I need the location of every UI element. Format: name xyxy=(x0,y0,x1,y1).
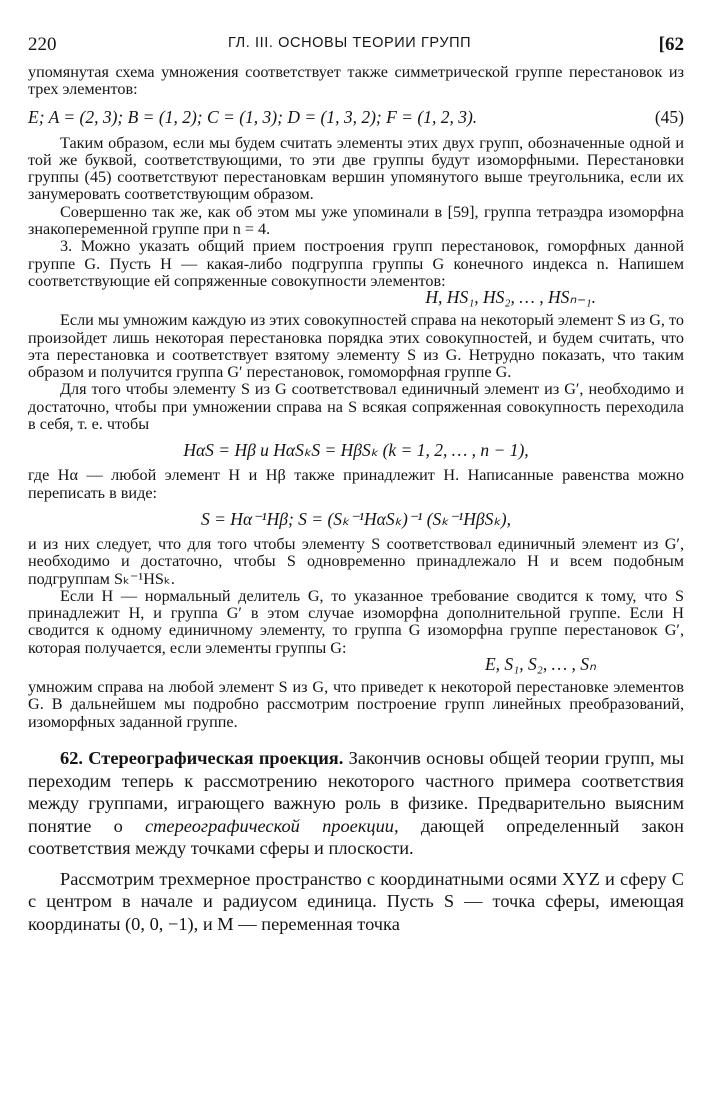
large-print-block xyxy=(28,868,684,936)
equation-cosets: H, HS₁, HS₂, … , HSₙ₋₁. xyxy=(425,287,596,308)
paragraph: где Hα — любой элемент H и Hβ также принадлежит H. Написанные равенства можно переписать в виде: xyxy=(28,466,684,502)
equation-number: (45) xyxy=(654,106,684,127)
section-term: стереографической проекции, xyxy=(144,815,399,836)
section-paragraph xyxy=(28,747,684,860)
paragraph: Совершенно так же, как об этом мы уже упоминали в [59], группа тетраэдра изоморфна знакопеременной группе при n = 4. xyxy=(28,202,684,239)
section-heading: 62. Стереографическая проекция. xyxy=(60,747,344,768)
equation-2: HαS = Hβ и HαSₖS = HβSₖ (k = 1, 2, … , n − 1), xyxy=(183,440,529,461)
paragraph: 3. Можно указать общий прием построения групп перестановок, гоморфных данной группе G. Пусть H — какая-либо подгруппа группы G конечного индекса n. Напишем соответствующие ей сопряженные совокупности элементов: xyxy=(28,237,684,290)
equation-45 xyxy=(28,101,684,135)
paragraph: Рассмотрим трехмерное пространство с координатными осями XYZ и сферу C с центром в начале и радиусом единица. Пусть S — точка сферы, имеющая координаты (0, 0, −1), и M — переменная точка xyxy=(28,868,684,935)
paragraph: упомянутая схема умножения соответствует также симметрической группе перестановок из трех элементов: xyxy=(28,63,684,99)
paragraph: Таким образом, если мы будем считать элементы этих двух групп, обозначенные одной и той же буквой, соответствующими, то эти две группы будут изоморфными. Перестановки группы (45) соответствуют перестановкам вершин упомянутого выше треугольника, если их занумеровать соответствующим образом. xyxy=(28,133,684,204)
page-number: 220 xyxy=(28,34,57,55)
running-header xyxy=(28,34,684,64)
small-print-block xyxy=(28,64,684,731)
equation-4: E, S₁, S₂, … , Sₙ xyxy=(484,654,596,675)
paragraph: Если H — нормальный делитель G, то указанное требование сводится к тому, что S принадлежит H, и группа G′ в этом случае изоморфна дополнительной группе. Если H сводится к одному единичному элементу, то группа G изоморфна группе перестановок G′, которая получается, если элементы группы G: xyxy=(28,586,684,657)
paragraph: умножим справа на любой элемент S из G, что приведет к некоторой перестановке элементов G. В дальнейшем мы подробно рассмотрим построение групп линейных преобразований, изоморфных заданной группе. xyxy=(28,678,684,731)
section-marker: [62 xyxy=(658,34,684,55)
equation-text: E; A = (2, 3); B = (1, 2); C = (1, 3); D = (1, 3, 2); F = (1, 2, 3). xyxy=(28,106,478,127)
paragraph: и из них следует, что для того чтобы элементу S соответствовал единичный элемент из G′, необходимо и достаточно, чтобы S одновременно принадлежало H и всем подобным подгруппам Sₖ⁻¹HSₖ. xyxy=(28,534,684,588)
running-title: ГЛ. III. ОСНОВЫ ТЕОРИИ ГРУПП xyxy=(228,35,472,51)
paragraph: Если мы умножим каждую из этих совокупностей справа на некоторый элемент S из G, то произойдет лишь некоторая перестановка порядка этих совокупностей, и будем считать, что эта перестановка и соответствует взятому элементу S из G. Нетрудно показать, что таким образом и получится группа G′ перестановок, гомоморфная группе G. xyxy=(28,311,684,382)
paragraph: Для того чтобы элементу S из G соответствовал единичный элемент из G′, необходимо и достаточно, чтобы при умножении справа на S всякая сопряженная совокупность переходила в себя, т. е. чтобы xyxy=(28,380,684,434)
section-text: дающей определенный закон соответствия между точками сферы и плоскости. xyxy=(28,815,684,859)
equation-3: S = Hα⁻¹Hβ; S = (Sₖ⁻¹HαSₖ)⁻¹ (Sₖ⁻¹HβSₖ), xyxy=(201,508,511,529)
section-text: Закончив основы общей теории групп, мы переходим теперь к рассмотрению некоторого частного примера соответствия между группами, играющего важную роль в физике. Предварительно выясним понятие о xyxy=(28,747,684,836)
section-62 xyxy=(28,747,684,860)
book-page xyxy=(28,34,684,936)
